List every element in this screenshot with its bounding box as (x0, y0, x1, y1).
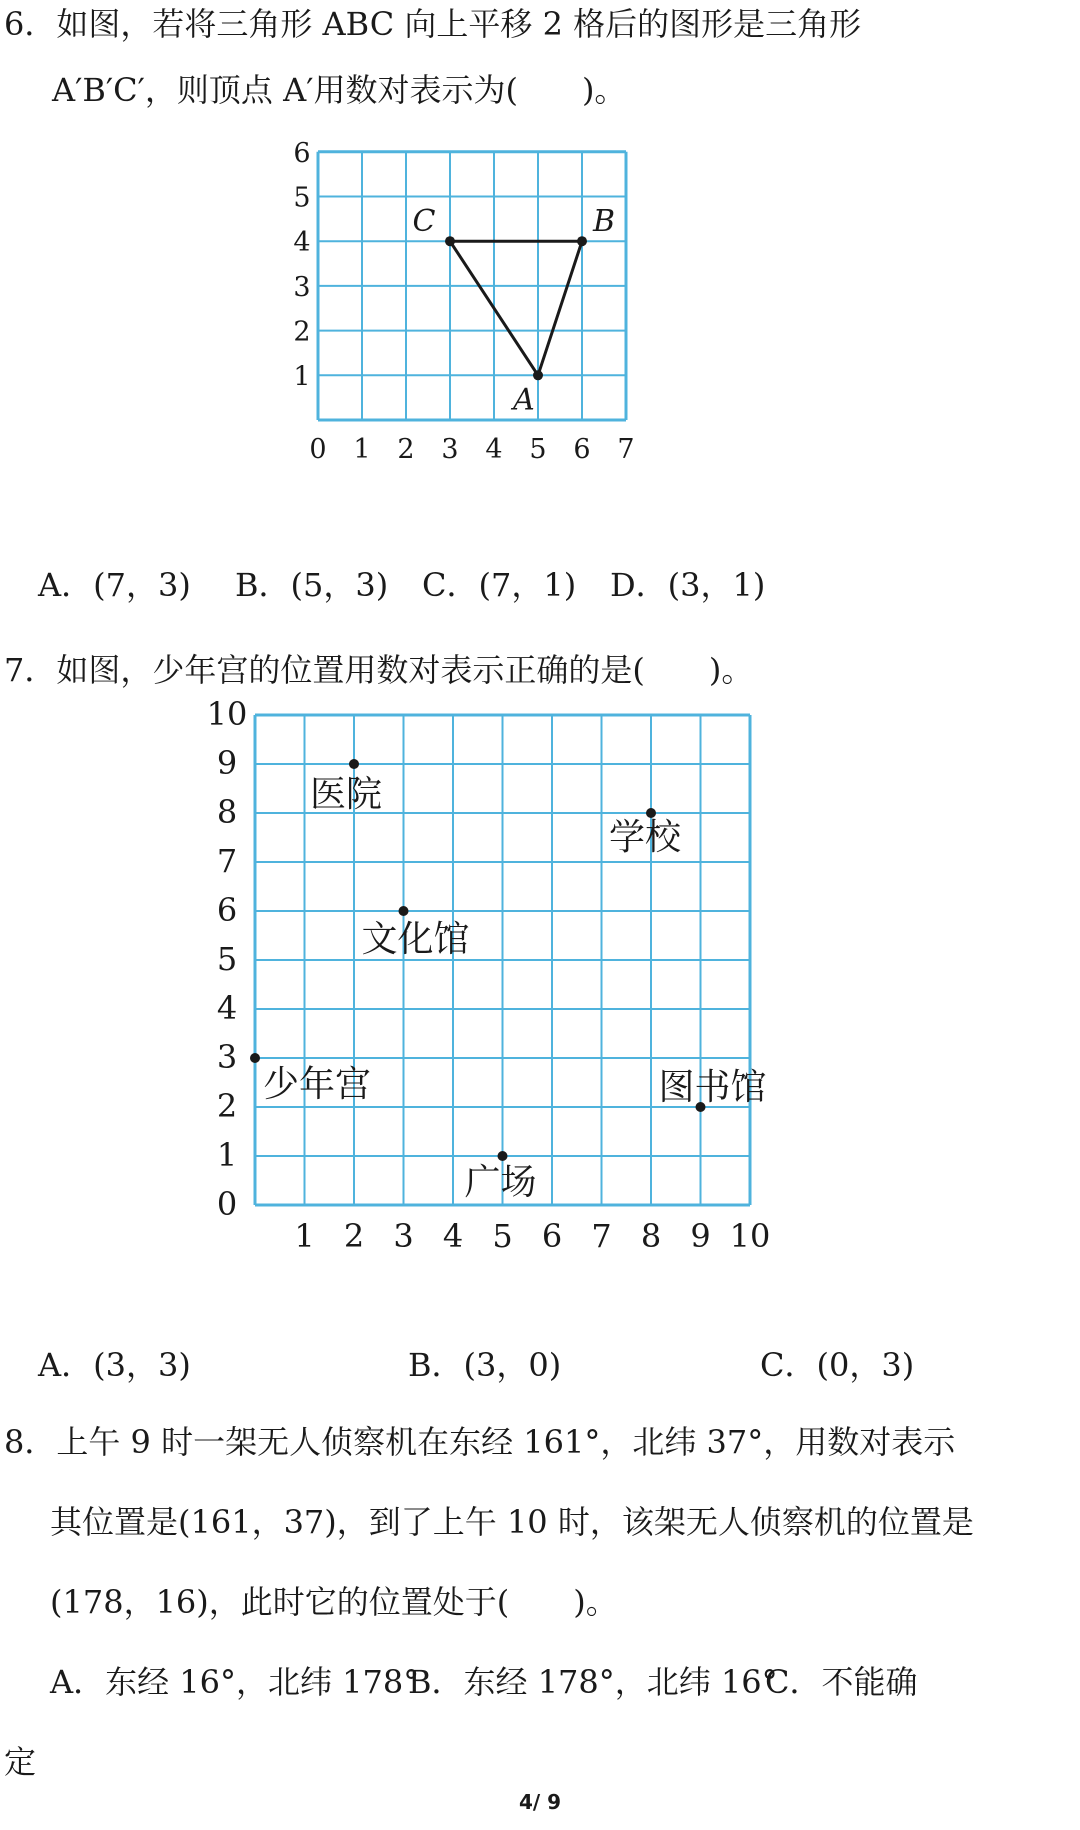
q6-option-b: B．(5，3) (235, 566, 389, 604)
vertex-label-a: A (513, 382, 535, 418)
q8-option-a: A．东经 16°，北纬 178° (50, 1663, 420, 1701)
place-label: 文化馆 (361, 919, 470, 960)
y-tick-label: 3 (216, 1038, 238, 1076)
x-tick-label: 7 (591, 1217, 612, 1255)
place-label: 医院 (310, 774, 383, 815)
x-tick-label: 2 (397, 434, 415, 465)
y-tick-label: 0 (216, 1185, 238, 1223)
q6-text-line1: 6．如图，若将三角形 ABC 向上平移 2 格后的图形是三角形 (4, 5, 862, 43)
y-tick-label: 5 (216, 940, 238, 978)
x-tick-label: 0 (309, 434, 327, 465)
place-label: 少年宫 (263, 1064, 372, 1105)
q7-text-line1: 7．如图，少年宫的位置用数对表示正确的是( )。 (4, 651, 754, 689)
x-tick-label: 2 (343, 1217, 365, 1255)
vertex-label-b: B (592, 204, 616, 240)
vertex-point-a (533, 370, 543, 380)
place-label: 图书馆 (658, 1067, 767, 1108)
q8-text-line2: 其位置是(161，37)，到了上午 10 时，该架无人侦察机的位置是 (50, 1503, 974, 1541)
q8-text-line3: (178，16)，此时它的位置处于( )。 (50, 1583, 618, 1621)
q8-option-b: B．东经 178°，北纬 16° (408, 1663, 778, 1701)
x-tick-label: 9 (690, 1217, 711, 1255)
x-tick-label: 6 (573, 434, 591, 465)
x-tick-label: 4 (485, 434, 503, 465)
triangle-abc (450, 241, 582, 375)
y-tick-label: 10 (206, 695, 248, 733)
q6-option-a: A．(7，3) (38, 566, 191, 604)
y-tick-label: 6 (293, 137, 311, 169)
q7-option-b: B．(3，0) (408, 1346, 562, 1384)
x-tick-label: 7 (617, 434, 635, 465)
y-tick-label: 2 (216, 1087, 238, 1125)
x-tick-label: 4 (442, 1217, 464, 1255)
q6-coordinate-grid (280, 137, 700, 480)
q6-text-line2: A′B′C′，则顶点 A′用数对表示为( )。 (52, 71, 627, 109)
q6-option-d: D．(3，1) (610, 566, 766, 604)
x-tick-label: 5 (529, 434, 547, 465)
q7-coordinate-grid (190, 695, 771, 1280)
vertex-label-c: C (412, 204, 436, 240)
y-tick-label: 1 (293, 361, 311, 393)
y-tick-label: 6 (216, 891, 238, 929)
y-tick-label: 5 (293, 182, 311, 214)
place-label: 学校 (609, 817, 682, 858)
x-tick-label: 3 (441, 434, 459, 465)
place-label: 广场 (464, 1162, 537, 1203)
x-tick-label: 1 (353, 434, 371, 465)
y-tick-label: 4 (293, 227, 311, 259)
y-tick-label: 7 (216, 842, 238, 880)
y-tick-label: 2 (293, 316, 311, 348)
x-tick-label: 1 (294, 1217, 315, 1255)
vertex-point-b (577, 236, 587, 246)
x-tick-label: 8 (640, 1217, 662, 1255)
q6-option-c: C．(7，1) (422, 566, 577, 604)
page-number: 4/ 9 (518, 1790, 562, 1814)
x-tick-label: 6 (541, 1217, 563, 1255)
place-point (498, 1151, 508, 1161)
y-tick-label: 3 (293, 271, 311, 303)
x-tick-label: 5 (492, 1217, 513, 1255)
y-tick-label: 8 (216, 793, 238, 831)
q7-option-a: A．(3，3) (38, 1346, 191, 1384)
y-tick-label: 4 (216, 989, 238, 1027)
place-point (349, 759, 359, 769)
q8-text-line1: 8．上午 9 时一架无人侦察机在东经 161°，北纬 37°，用数对表示 (4, 1423, 956, 1461)
place-point (250, 1053, 260, 1063)
vertex-point-c (445, 236, 455, 246)
x-tick-label: 10 (729, 1217, 771, 1255)
q8-option-c-continuation: 定 (4, 1743, 37, 1781)
q8-option-c: C．不能确 (765, 1663, 918, 1701)
place-point (399, 906, 409, 916)
q7-option-c: C．(0，3) (760, 1346, 915, 1384)
x-tick-label: 3 (393, 1217, 414, 1255)
y-tick-label: 9 (216, 744, 238, 782)
y-tick-label: 1 (216, 1136, 238, 1174)
